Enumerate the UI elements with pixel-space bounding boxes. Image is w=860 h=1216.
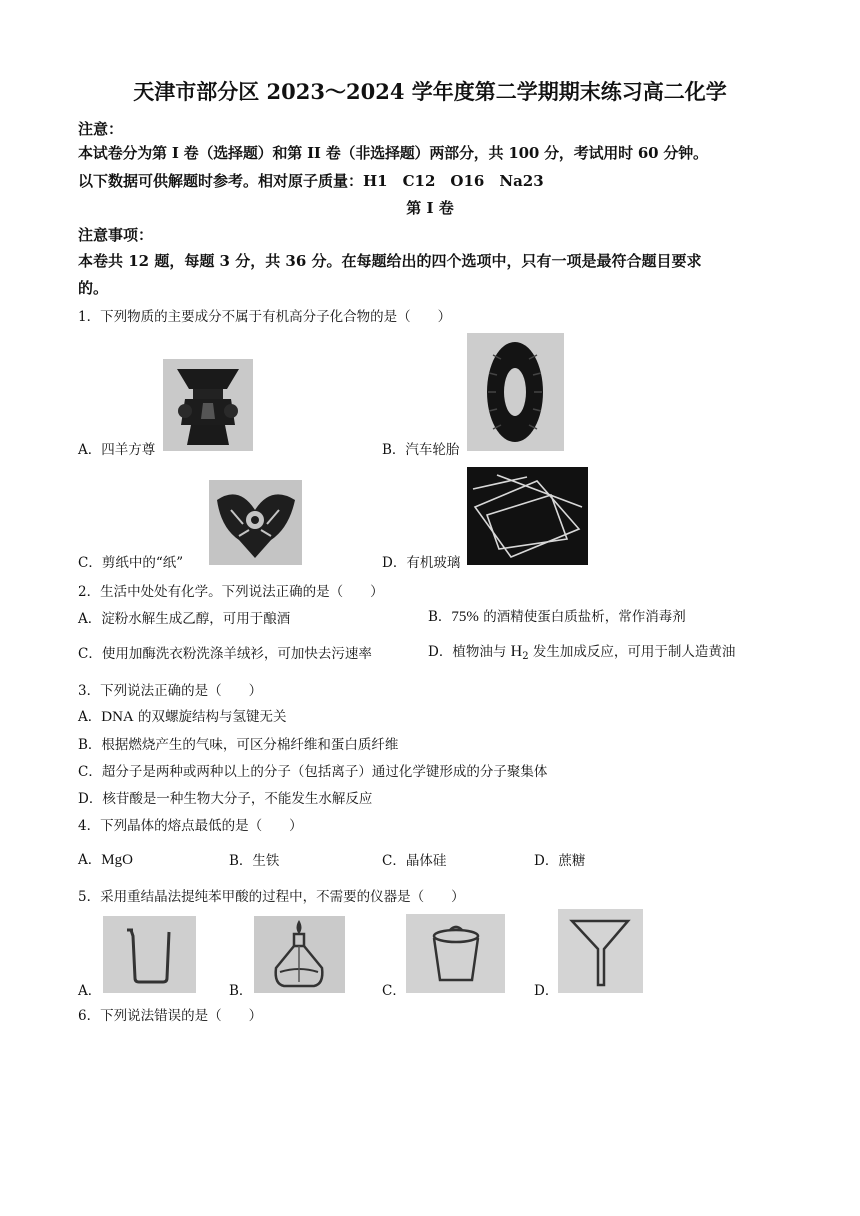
paper-cut-image: [209, 480, 302, 565]
question-1-option-b: B．汽车轮胎: [382, 442, 460, 458]
crucible-icon: [406, 914, 505, 993]
beaker-icon: [103, 916, 196, 993]
question-1-option-c: C．剪纸中的“纸”: [78, 555, 184, 571]
question-1-option-a: A．四羊方尊: [78, 442, 156, 458]
question-3-option-b: B．根据燃烧产生的气味，可区分棉纤维和蛋白质纤维: [78, 737, 399, 753]
attention-heading: 注意事项：: [78, 226, 154, 244]
notice-line-2: 以下数据可供解题时参考。相对原子质量：H1 C12 O16 Na23: [78, 172, 544, 190]
question-3-stem: 3．下列说法正确的是（ ）: [78, 683, 263, 699]
question-3-option-d: D．核苷酸是一种生物大分子，不能发生水解反应: [78, 791, 373, 807]
question-4-option-c: C．晶体硅: [382, 853, 447, 869]
notice-heading: 注意：: [78, 120, 124, 138]
question-1-stem: 1．下列物质的主要成分不属于有机高分子化合物的是（ ）: [78, 309, 452, 325]
question-1-option-d: D．有机玻璃: [382, 555, 461, 571]
funnel-icon: [558, 909, 643, 993]
attention-line-1: 本卷共 12 题，每题 3 分，共 36 分。在每题给出的四个选项中，只有一项是最符合题目要求: [78, 252, 702, 270]
question-2-option-b: B．75% 的酒精使蛋白质盐析，常作消毒剂: [428, 609, 686, 625]
question-2-stem: 2．生活中处处有化学。下列说法正确的是（ ）: [78, 584, 384, 600]
section-title: 第 I 卷: [406, 199, 454, 217]
question-5-option-b: B．: [229, 983, 253, 999]
question-4-stem: 4．下列晶体的熔点最低的是（ ）: [78, 818, 303, 834]
question-5-option-c: C．: [382, 983, 406, 999]
question-5-option-d: D．: [534, 983, 559, 999]
organic-glass-image: [467, 467, 588, 565]
question-5-stem: 5．采用重结晶法提纯苯甲酸的过程中，不需要的仪器是（ ）: [78, 889, 465, 905]
question-5-option-a: A．: [78, 983, 102, 999]
question-2-option-c: C．使用加酶洗衣粉洗涤羊绒衫，可加快去污速率: [78, 646, 372, 662]
question-2-option-d: D．植物油与 $H_2$ 发生加成反应，可用于制人造黄油: [428, 643, 736, 662]
attention-line-2: 的。: [78, 279, 109, 297]
question-2-option-a: A．淀粉水解生成乙醇，可用于酿酒: [78, 611, 291, 627]
question-4-option-b: B．生铁: [229, 853, 280, 869]
page-title: 天津市部分区 2023～2024 学年度第二学期期末练习高二化学: [133, 79, 727, 104]
bronze-vessel-image: [163, 359, 253, 451]
question-4-option-d: D．蔗糖: [534, 853, 586, 869]
alcohol-lamp-icon: [254, 916, 345, 993]
question-3-option-a: A．DNA 的双螺旋结构与氢键无关: [78, 709, 287, 725]
car-tire-image: [467, 333, 564, 451]
question-3-option-c: C．超分子是两种或两种以上的分子（包括离子）通过化学键形成的分子聚集体: [78, 764, 548, 780]
question-4-option-a: A．MgO: [78, 852, 133, 868]
question-6-stem: 6．下列说法错误的是（ ）: [78, 1008, 263, 1024]
notice-line-1: 本试卷分为第 I 卷（选择题）和第 II 卷（非选择题）两部分，共 100 分，考试用时 60 分钟。: [78, 144, 708, 162]
